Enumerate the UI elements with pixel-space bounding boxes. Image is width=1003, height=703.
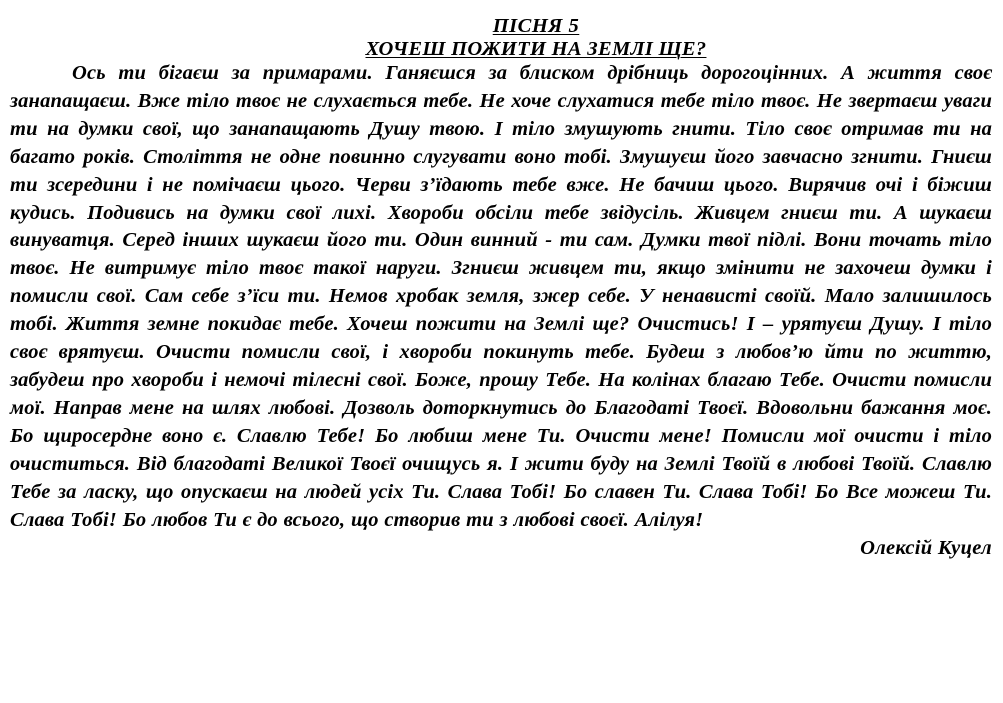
author-signature: Олексій Куцел xyxy=(860,537,992,560)
song-body-text: Ось ти бігаєш за примарами. Ганяєшся за блиском дрібниць дорогоцінних. А життя своє занапащаєш. Вже тіло твоє не слухається тебе. Не хоче слухатися тебе тіло твоє. Не звертаєш уваги ти на думки свої, що занапащають Душу твою. І тіло змушують гнити. Тіло своє отримав ти на багато років. Століття не одне повинно слугувати воно тобі. Змушуєш його завчасно згнити. Гниєш ти зсередини і не помічаєш цього. Черви з’їдають тебе вже. Не бачиш цього. Вирячив очі і біжиш кудись. Подивись на думки свої лихі. Хвороби обсіли тебе звідусіль. Живцем гниєш ти. А шукаєш винуватця. Серед інших шукаєш його ти. Один винний - ти сам. Думки твої підлі. Вони точать тіло твоє. Не витримує тіло твоє такої наруги. Згниєш живцем ти, якщо змінити не захочеш думки і помисли свої. Сам себе з’їси ти. Немов хробак земля, зжер себе. У ненависті своїй. Мало залишилось тобі. Життя земне покидає тебе. Хочеш пожити на Землі ще? Очистись! І – урятуєш Душу. І тіло своє врятуєш. Очисти помисли свої, і хвороби покинуть тебе. Будеш з любов’ю йти по життю, забудеш про хвороби і немочі тілесні свої. Боже, прошу Тебе. На колінах благаю Тебе. Очисти помисли мої. Направ мене на шлях любові. Дозволь доторкнутись до Благодаті Твоєї. Вдовольни бажання моє. Бо щиросердне воно є. Славлю Тебе! Бо любиш мене Ти. Очисти мене! Помисли мої очисти і тіло очиститься. Від благодаті Великої Твоєї очищусь я. І жити буду на Землі Твоїй в любові Твоїй. Славлю Тебе за ласку, що опускаєш на людей усіх Ти. Слава Тобі! Бо славен Ти. Слава Тобі! Бо Все можеш Ти. Слава Тобі! Бо любов Ти є до всього, що створив ти з любові своєї. Алілуя! xyxy=(10,62,992,531)
song-subtitle: ХОЧЕШ ПОЖИТИ НА ЗЕМЛІ ЩЕ? xyxy=(365,38,707,60)
song-page xyxy=(10,14,992,562)
song-title: ПІСНЯ 5 xyxy=(492,15,580,37)
